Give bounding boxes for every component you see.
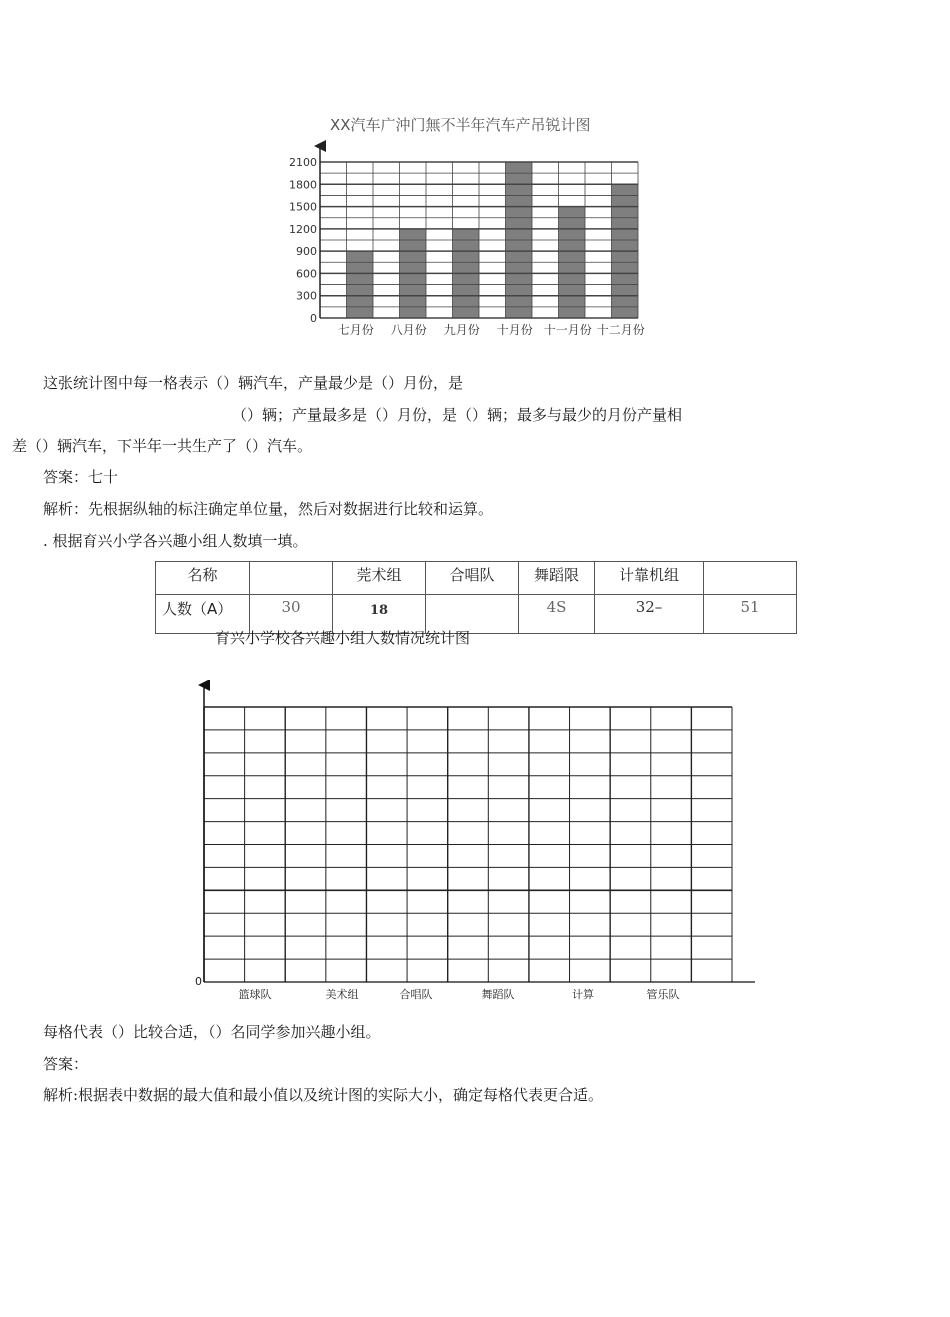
table-row-label: 人数（A） — [156, 595, 250, 634]
chart2-origin-label: 0 — [195, 975, 202, 988]
q2-analysis: 解析:根据表中数据的最大值和最小值以及统计图的实际大小，确定每格代表更合适。 — [43, 1086, 604, 1104]
table-header-cell — [250, 562, 333, 595]
q1-line3: 差（）辆汽车，下半年一共生产了（）汽车。 — [12, 437, 313, 455]
x-tick-label: 管乐队 — [646, 988, 680, 1001]
x-tick-label: 篮球队 — [238, 988, 272, 1001]
y-tick-label: 1800 — [289, 178, 317, 192]
y-tick-label: 2100 — [289, 156, 317, 169]
x-tick-label: 九月份 — [443, 323, 480, 337]
y-tick-label: 1500 — [289, 200, 317, 214]
table-header-cell: 名称 — [156, 562, 250, 595]
x-tick-label: 八月份 — [390, 323, 427, 337]
production-bar-chart — [280, 140, 680, 345]
q2-line1: 每格代表（）比较合适，（）名同学参加兴趣小组。 — [43, 1023, 381, 1041]
x-tick-label: 舞蹈队 — [481, 988, 515, 1001]
q2-intro: . 根据育兴小学各兴趣小组人数填一填。 — [43, 532, 308, 550]
table-cell: 32– — [595, 595, 704, 634]
table-header-cell: 计靠机组 — [595, 562, 704, 595]
table-header-cell: 舞蹈限 — [519, 562, 595, 595]
table-cell: 18 — [333, 595, 426, 634]
x-tick-label: 十二月份 — [596, 323, 645, 337]
x-tick-label: 十月份 — [496, 323, 533, 337]
table-cell: 51 — [704, 595, 797, 634]
table-header-cell: 莞术组 — [333, 562, 426, 595]
y-tick-label: 1200 — [289, 222, 317, 236]
interest-group-blank-chart — [185, 680, 765, 1010]
table-header-cell: 合唱队 — [426, 562, 519, 595]
q1-line2: （）辆；产量最多是（）月份，是（）辆；最多与最少的月份产量相 — [232, 406, 683, 424]
q1-analysis: 解析：先根据纵轴的标注确定单位量，然后对数据进行比较和运算。 — [43, 500, 494, 518]
x-tick-label: 美术组 — [325, 988, 359, 1001]
table-header-cell — [704, 562, 797, 595]
table-header-row — [156, 562, 797, 595]
x-tick-label: 计算 — [572, 988, 594, 1001]
table-cell: 4S — [519, 595, 595, 634]
q1-line1: 这张统计图中每一格表示（）辆汽车，产量最少是（）月份，是 — [43, 374, 464, 392]
y-tick-label: 0 — [310, 312, 317, 325]
chart1-title: XX汽车广沖门無不半年汽车产吊锐计图 — [330, 116, 591, 134]
y-tick-label: 300 — [296, 289, 317, 303]
q2-answer: 答案： — [43, 1055, 89, 1073]
y-tick-label: 900 — [296, 245, 317, 259]
interest-group-table — [155, 561, 797, 634]
table-cell: 30 — [250, 595, 333, 634]
x-tick-label: 七月份 — [337, 323, 374, 337]
chart2-title: 育兴小学校各兴趣小组人数情况统计图 — [215, 629, 471, 647]
x-tick-label: 合唱队 — [399, 988, 433, 1001]
x-tick-label: 十一月份 — [543, 323, 592, 337]
y-tick-label: 600 — [296, 267, 317, 281]
q1-answer: 答案：七十 — [43, 468, 119, 486]
